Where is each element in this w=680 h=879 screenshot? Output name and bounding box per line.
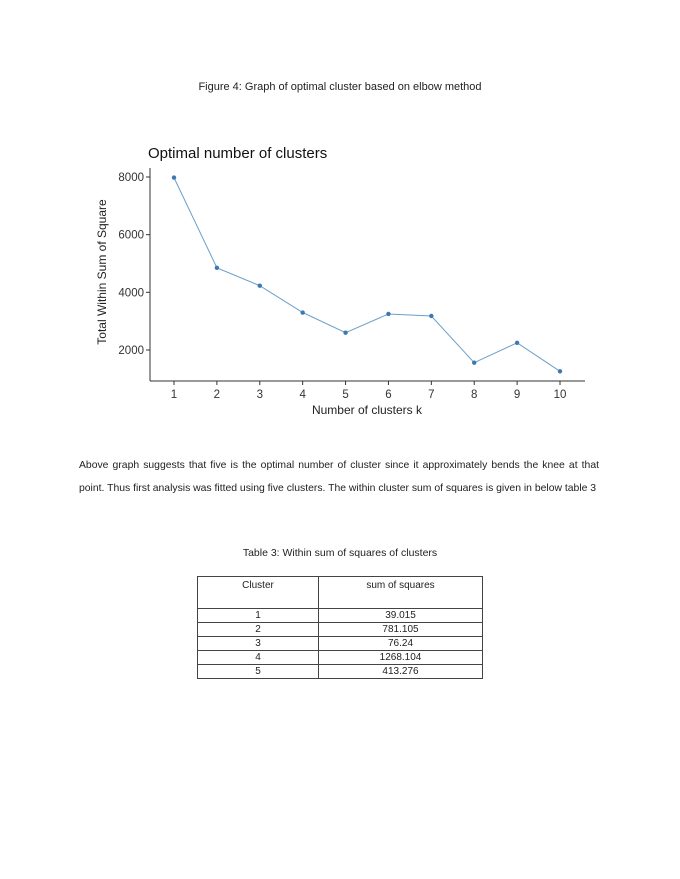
x-tick-label: 2 — [213, 389, 221, 401]
y-tick-label: 4000 — [118, 287, 144, 300]
y-tick-label: 2000 — [118, 345, 144, 357]
table-caption: Table 3: Within sum of squares of clusters — [242, 547, 438, 559]
cell-sum: 76.24 — [319, 637, 483, 651]
data-point — [215, 266, 219, 270]
table-row — [198, 637, 483, 651]
table-row — [198, 665, 483, 679]
x-tick-label: 4 — [299, 389, 306, 401]
cluster-table — [197, 576, 483, 679]
x-tick-label: 1 — [170, 389, 178, 401]
cell-sum: 781.105 — [319, 623, 483, 637]
table-row — [198, 609, 483, 623]
table-header-row — [198, 577, 483, 609]
data-point — [472, 360, 476, 364]
data-point — [515, 341, 519, 345]
body-paragraph: Above graph suggests that five is the optimal number of cluster since it approximately bends the knee at that point. Thus first analysis was fitted using five clusters. The within cluster sum of squares is given in below table 3 — [79, 460, 599, 494]
data-point — [429, 314, 433, 318]
data-point — [258, 284, 262, 288]
x-tick-label: 5 — [342, 389, 349, 401]
series-line — [174, 178, 560, 372]
x-tick-label: 9 — [513, 389, 521, 401]
cell-sum: 413.276 — [319, 665, 483, 679]
cell-cluster: 2 — [198, 623, 319, 637]
y-tick-label: 8000 — [118, 172, 144, 184]
data-point — [558, 369, 562, 373]
cell-cluster: 4 — [198, 651, 319, 665]
y-axis-label: Total Within Sum of Square — [95, 199, 109, 345]
cell-cluster: 1 — [198, 609, 319, 623]
data-point — [172, 175, 176, 179]
data-point — [343, 331, 347, 335]
cell-sum: 1268.104 — [319, 651, 483, 665]
table-row — [198, 651, 483, 665]
x-axis-label: Number of clusters k — [311, 403, 423, 417]
chart-title: Optimal number of clusters — [148, 145, 328, 162]
x-tick-label: 10 — [553, 389, 567, 401]
x-tick-label: 8 — [471, 389, 478, 401]
y-tick-label: 6000 — [118, 229, 144, 242]
cell-sum: 39.015 — [319, 609, 483, 623]
x-tick-label: 6 — [385, 389, 392, 401]
x-tick-label: 7 — [428, 389, 435, 401]
cell-cluster: 3 — [198, 637, 319, 651]
data-point — [386, 312, 390, 316]
header-sum-of-squares: sum of squares — [319, 577, 483, 609]
cell-cluster: 5 — [198, 665, 319, 679]
x-tick-label: 3 — [256, 389, 263, 401]
header-cluster: Cluster — [198, 577, 319, 609]
data-point — [300, 310, 304, 314]
table-row — [198, 623, 483, 637]
figure-caption: Figure 4: Graph of optimal cluster based on elbow method — [198, 81, 482, 93]
